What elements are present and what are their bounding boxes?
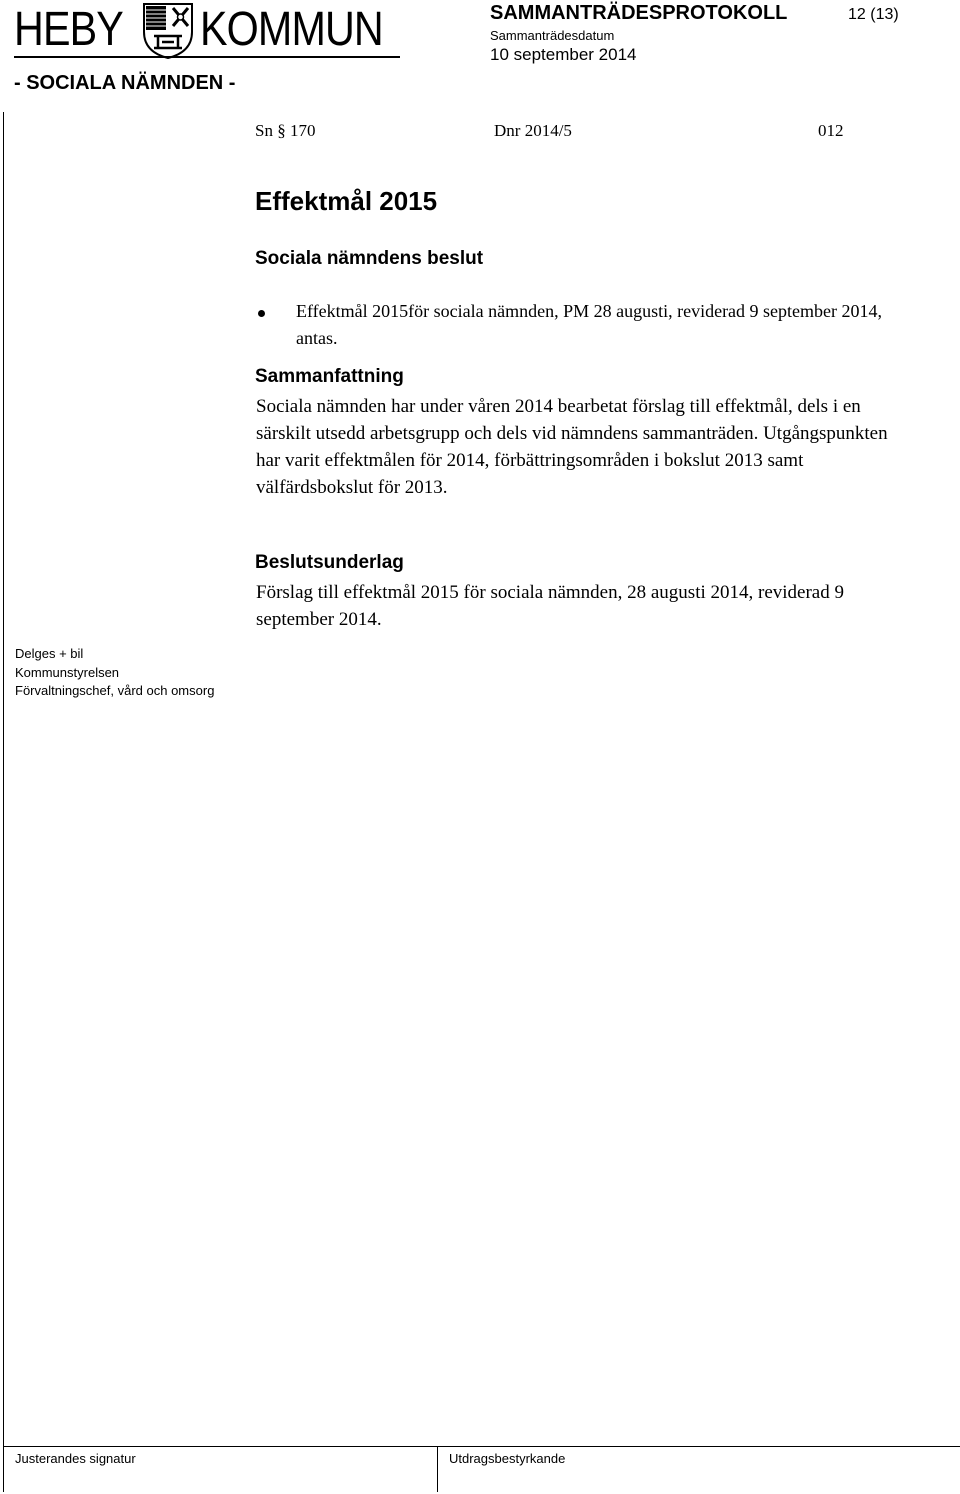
logo-heby-text: HEBY bbox=[14, 3, 123, 56]
distribution-recipient: Kommunstyrelsen bbox=[15, 664, 120, 680]
summary-text: Sociala nämnden har under våren 2014 bearbetat förslag till effektmål, dels i en särskilt utsedd arbetsgrupp och dels vid nämndens sammanträden. Utgångspunkten har varit effektmålen för 2014, förbättringsområden i bokslut 2013 samt välfärdsbokslut för 2013. bbox=[256, 396, 888, 498]
decision-item: Effektmål 2015för sociala nämnden, PM 28 augusti, reviderad 9 september 2014, antas. bbox=[296, 301, 883, 348]
logo-kommun-text: KOMMUN bbox=[200, 3, 383, 56]
distribution-heading: Delges + bil bbox=[15, 646, 84, 661]
bullet-icon bbox=[258, 310, 265, 317]
page-number: 12 (13) bbox=[848, 6, 899, 23]
signature-label: Justerandes signatur bbox=[15, 1451, 136, 1466]
paragraph-number: Sn § 170 bbox=[255, 121, 316, 140]
logo-underline bbox=[14, 56, 400, 58]
distribution-recipient: Förvaltningschef, vård och omsorg bbox=[15, 683, 215, 698]
classification-code: 012 bbox=[818, 121, 844, 140]
footer-divider bbox=[437, 1446, 438, 1492]
meeting-date: 10 september 2014 bbox=[490, 45, 637, 64]
basis-text: Förslag till effektmål 2015 för sociala nämnden, 28 augusti 2014, reviderad 9 september 2014. bbox=[256, 582, 844, 630]
footer-rule bbox=[3, 1446, 960, 1447]
certification-label: Utdragsbestyrkande bbox=[449, 1451, 566, 1466]
decision-heading: Sociala nämndens beslut bbox=[255, 248, 484, 269]
page-title: Effektmål 2015 bbox=[255, 186, 438, 216]
meeting-date-label: Sammanträdesdatum bbox=[490, 28, 615, 43]
protocol-title: SAMMANTRÄDESPROTOKOLL bbox=[490, 2, 788, 24]
left-border bbox=[3, 112, 4, 1492]
distribution-list bbox=[15, 645, 214, 701]
municipal-crest-icon bbox=[140, 2, 196, 60]
department-title: - SOCIALA NÄMNDEN - bbox=[14, 72, 236, 94]
summary-heading: Sammanfattning bbox=[255, 366, 404, 387]
diary-number: Dnr 2014/5 bbox=[494, 121, 572, 140]
basis-heading: Beslutsunderlag bbox=[255, 552, 404, 573]
